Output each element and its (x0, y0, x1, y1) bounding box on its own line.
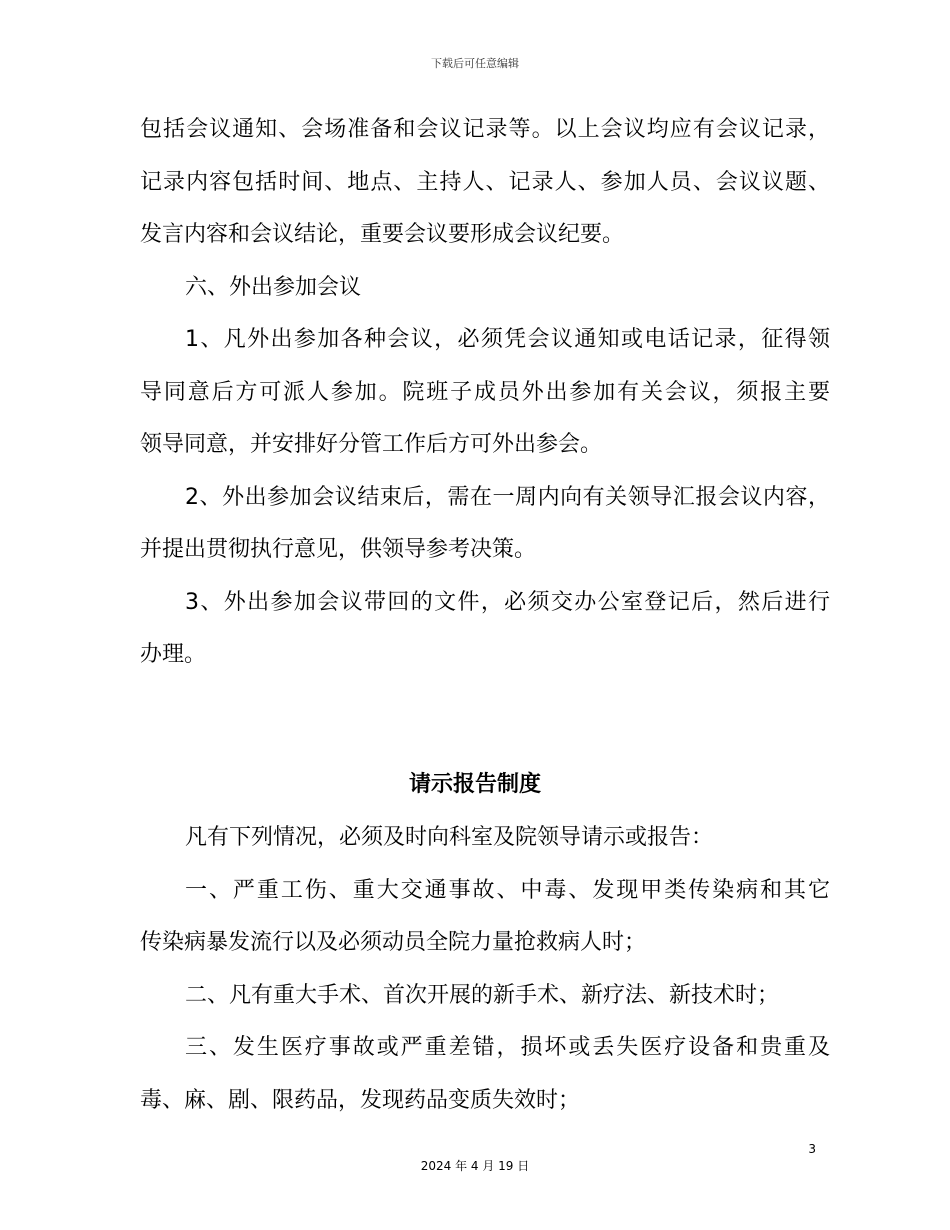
paragraph-line: 二、凡有重大手术、首次开展的新手术、新疗法、新技术时； (185, 982, 780, 1008)
paragraph-line: 记录内容包括时间、地点、主持人、记录人、参加人员、会议议题、 (140, 169, 830, 195)
paragraph-line: 三、发生医疗事故或严重差错，损坏或丢失医疗设备和贵重及 (185, 1035, 830, 1060)
section-body (140, 812, 830, 1127)
paragraph-line: 3、外出参加会议带回的文件，必须交办公室登记后，然后进行 (185, 589, 830, 615)
paragraph-line: 1、凡外出参加各种会议，必须凭会议通知或电话记录，征得领 (185, 327, 830, 352)
document-body (140, 104, 830, 682)
section-title: 请示报告制度 (408, 772, 541, 797)
paragraph-line: 导同意后方可派人参加。院班子成员外出参加有关会议，须报主要 (140, 379, 830, 405)
paragraph-line: 办理。 (140, 642, 207, 667)
page-number: 3 (808, 1142, 816, 1156)
subheading-line: 六、外出参加会议 (185, 274, 362, 300)
paragraph-line: 一、严重工伤、重大交通事故、中毒、发现甲类传染病和其它 (185, 877, 830, 903)
paragraph-line: 并提出贯彻执行意见，供领导参考决策。 (140, 537, 537, 562)
paragraph-line: 传染病暴发流行以及必须动员全院力量抢救病人时； (140, 930, 647, 955)
paragraph-line: 凡有下列情况，必须及时向科室及院领导请示或报告： (185, 825, 714, 850)
page-header: 下载后可任意编辑 (431, 57, 519, 70)
paragraph-line: 领导同意，并安排好分管工作后方可外出参会。 (140, 432, 603, 457)
paragraph-line: 发言内容和会议结论，重要会议要形成会议纪要。 (140, 222, 625, 247)
paragraph-line: 2、外出参加会议结束后，需在一周内向有关领导汇报会议内容， (185, 484, 830, 510)
paragraph-line: 毒、麻、剧、限药品，发现药品变质失效时； (140, 1087, 581, 1113)
footer-date: 2024 年 4 月 19 日 (420, 1159, 530, 1173)
paragraph-line: 包括会议通知、会场准备和会议记录等。以上会议均应有会议记录， (140, 117, 830, 142)
